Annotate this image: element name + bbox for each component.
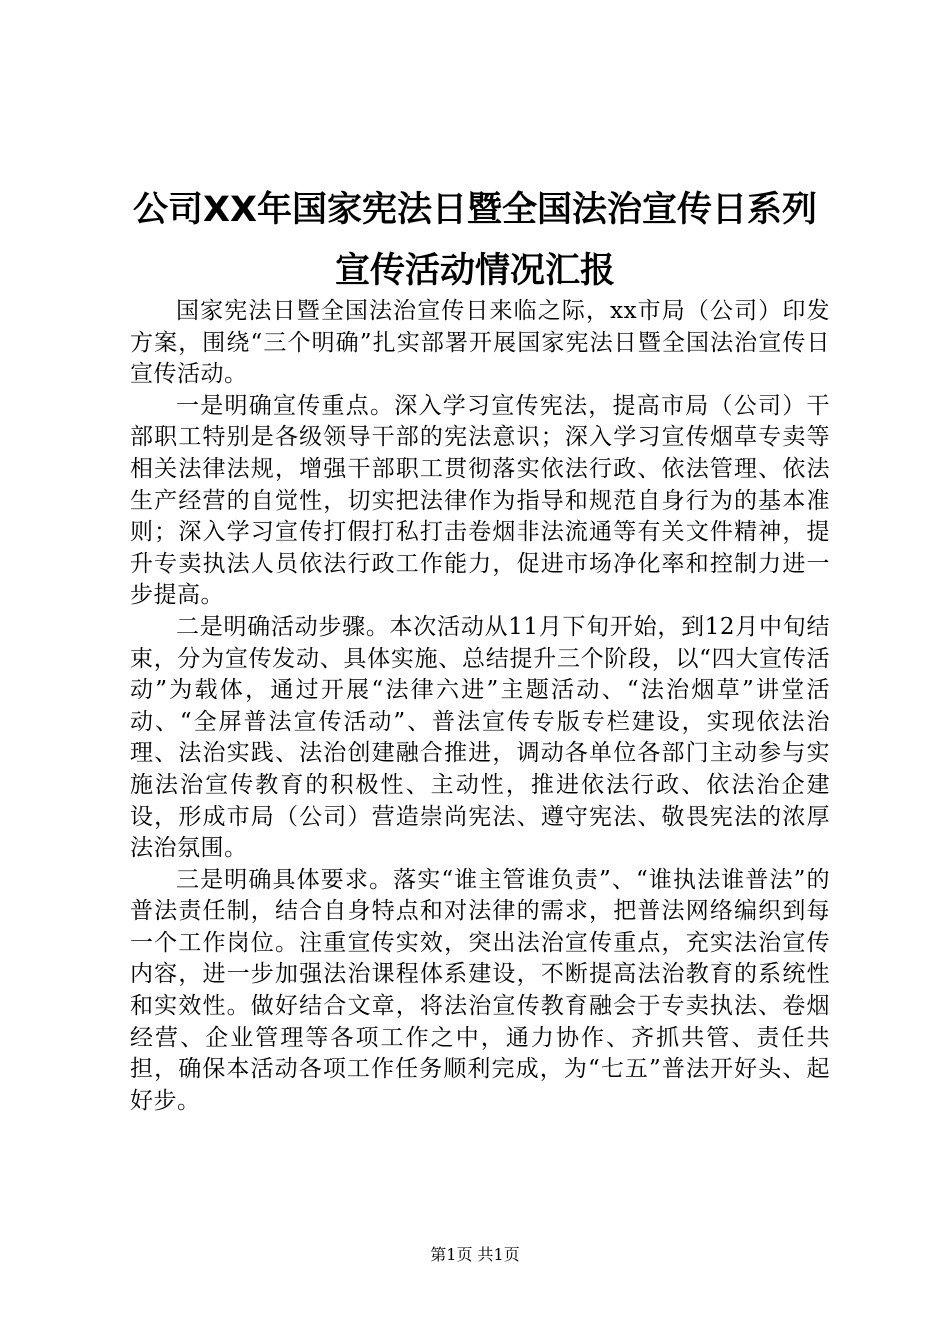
paragraph-point-3: 三是明确具体要求。落实“谁主管谁负责”、“谁执法谁普法”的普法责任制，结合自身特点和对法律的需求，把普法网络编织到每一个工作岗位。注重宣传实效，突出法治宣传重点，充实法治宣传内容，进一步加强法治课程体系建设，不断提高法治教育的系统性和实效性。做好结合文章，将法治宣传教育融会于专卖执法、卷烟经营、企业管理等各项工作之中，通力协作、齐抓共管、责任共担，确保本活动各项工作任务顺利完成，为“七五”普法开好头、起好步。: [130, 866, 830, 1114]
document-title-line-1: 公司XX年国家宪法日暨全国法治宣传日系列: [133, 190, 817, 230]
document-title-line-2: 宣传活动情况汇报: [334, 251, 615, 291]
page-number-footer: 第1页 共1页: [430, 1245, 520, 1264]
paragraph-intro: 国家宪法日暨全国法治宣传日来临之际，xx市局（公司）印发方案，围绕“三个明确”扎实部署开展国家宪法日暨全国法治宣传日宣传活动。: [130, 298, 830, 388]
paragraph-point-2: 二是明确活动步骤。本次活动从11月下旬开始，到12月中旬结束，分为宣传发动、具体实施、总结提升三个阶段，以“四大宣传活动”为载体，通过开展“法律六进”主题活动、“法治烟草”讲堂活动、“全屏普法宣传活动”、普法宣传专版专栏建设，实现依法治理、法治实践、法治创建融合推进，调动各单位各部门主动参与实施法治宣传教育的积极性、主动性，推进依法行政、依法治企建设，形成市局（公司）营造崇尚宪法、遵守宪法、敬畏宪法的浓厚法治氛围。: [130, 613, 830, 862]
paragraph-point-1: 一是明确宣传重点。深入学习宣传宪法，提高市局（公司）干部职工特别是各级领导干部的宪法意识；深入学习宣传烟草专卖等相关法律法规，增强干部职工贯彻落实依法行政、依法管理、依法生产经营的自觉性，切实把法律作为指导和规范自身行为的基本准则；深入学习宣传打假打私打击卷烟非法流通等有关文件精神，提升专卖执法人员依法行政工作能力，促进市场净化率和控制力进一步提高。: [130, 392, 830, 609]
document-body: [130, 296, 830, 1117]
